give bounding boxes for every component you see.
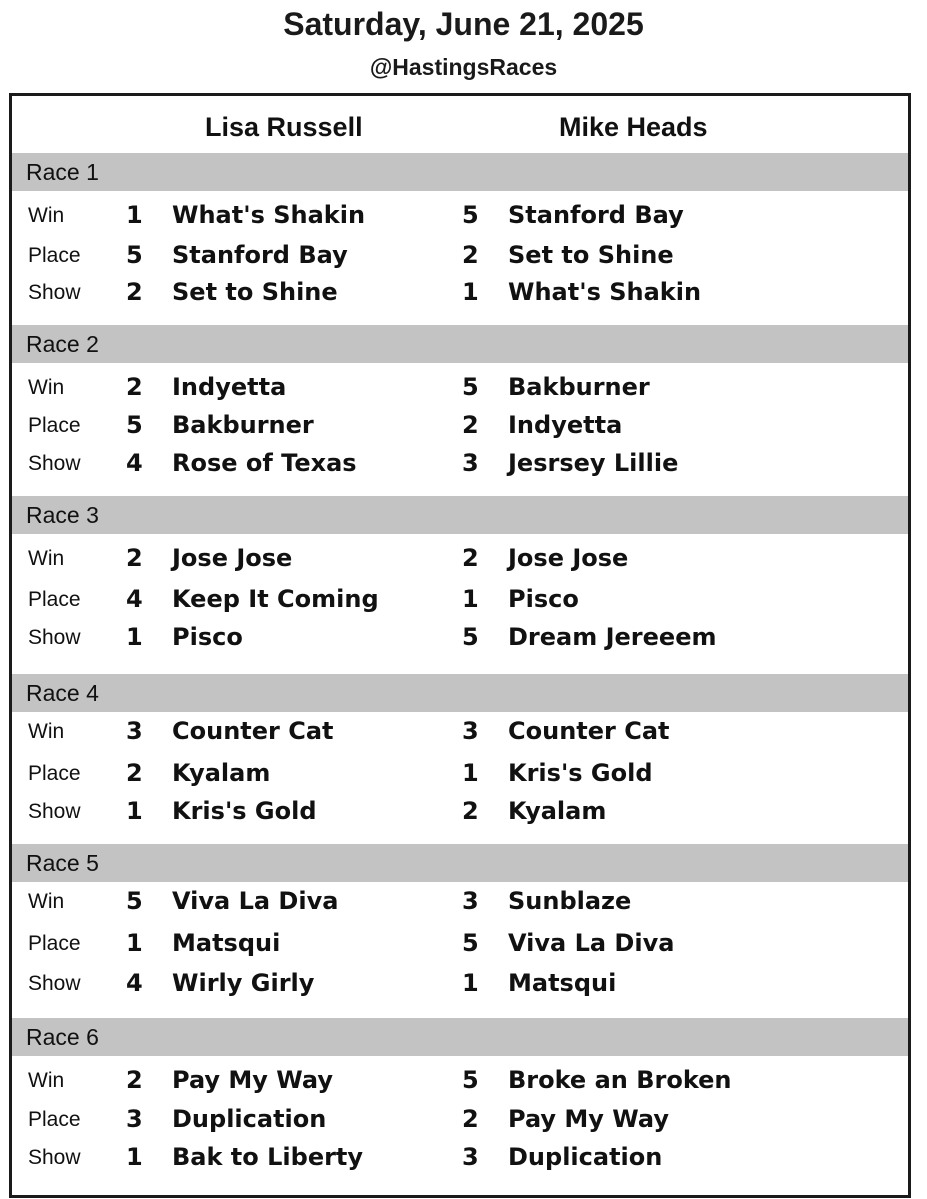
lisa-program-number: 4 bbox=[126, 585, 143, 613]
lisa-horse-name: Set to Shine bbox=[172, 278, 338, 306]
lisa-horse-name: What's Shakin bbox=[172, 201, 366, 229]
page-title: Saturday, June 21, 2025 bbox=[283, 6, 644, 42]
mike-horse-name: Matsqui bbox=[508, 969, 617, 997]
lisa-program-number: 3 bbox=[126, 1105, 143, 1133]
finish-position: Show bbox=[28, 452, 81, 475]
mike-horse-name: Duplication bbox=[508, 1143, 663, 1171]
mike-program-number: 3 bbox=[462, 449, 479, 477]
race-label: Race 3 bbox=[26, 502, 99, 528]
finish-position: Place bbox=[28, 244, 81, 267]
race-label: Race 6 bbox=[26, 1024, 99, 1050]
lisa-horse-name: Bak to Liberty bbox=[172, 1143, 364, 1171]
lisa-horse-name: Duplication bbox=[172, 1105, 327, 1133]
race-label: Race 4 bbox=[26, 680, 99, 706]
race-header-bar bbox=[12, 325, 908, 363]
lisa-horse-name: Indyetta bbox=[172, 373, 287, 401]
race-header-bar bbox=[12, 1018, 908, 1056]
lisa-program-number: 2 bbox=[126, 278, 143, 306]
race-label: Race 2 bbox=[26, 331, 99, 357]
mike-program-number: 5 bbox=[462, 623, 479, 651]
finish-position: Show bbox=[28, 281, 81, 304]
lisa-horse-name: Pisco bbox=[172, 623, 243, 651]
finish-position: Show bbox=[28, 626, 81, 649]
pick-row bbox=[12, 1138, 908, 1174]
mike-program-number: 2 bbox=[462, 797, 479, 825]
finish-position: Show bbox=[28, 1146, 81, 1169]
race-header-bar bbox=[12, 153, 908, 191]
mike-program-number: 1 bbox=[462, 585, 479, 613]
mike-horse-name: Kris's Gold bbox=[508, 759, 653, 787]
handicapper-name-right: Mike Heads bbox=[559, 112, 708, 142]
mike-program-number: 2 bbox=[462, 544, 479, 572]
finish-position: Win bbox=[28, 1069, 65, 1092]
lisa-horse-name: Stanford Bay bbox=[172, 241, 348, 269]
mike-horse-name: Sunblaze bbox=[508, 887, 632, 915]
mike-program-number: 2 bbox=[462, 1105, 479, 1133]
finish-position: Show bbox=[28, 972, 81, 995]
lisa-program-number: 1 bbox=[126, 929, 143, 957]
mike-horse-name: Jesrsey Lillie bbox=[508, 449, 679, 477]
finish-position: Place bbox=[28, 588, 81, 611]
lisa-program-number: 4 bbox=[126, 449, 143, 477]
mike-horse-name: What's Shakin bbox=[508, 278, 702, 306]
mike-horse-name: Viva La Diva bbox=[508, 929, 675, 957]
mike-program-number: 1 bbox=[462, 969, 479, 997]
pick-row bbox=[12, 618, 908, 654]
lisa-horse-name: Kris's Gold bbox=[172, 797, 317, 825]
pick-row bbox=[12, 754, 908, 790]
finish-position: Win bbox=[28, 204, 65, 227]
lisa-horse-name: Matsqui bbox=[172, 929, 281, 957]
pick-row bbox=[12, 444, 908, 480]
pick-row bbox=[12, 539, 908, 575]
pick-row bbox=[12, 406, 908, 442]
finish-position: Win bbox=[28, 376, 65, 399]
lisa-program-number: 5 bbox=[126, 411, 143, 439]
race-header-bar bbox=[12, 674, 908, 712]
mike-program-number: 5 bbox=[462, 201, 479, 229]
mike-program-number: 5 bbox=[462, 373, 479, 401]
lisa-horse-name: Pay My Way bbox=[172, 1066, 334, 1094]
pick-row bbox=[12, 792, 908, 828]
twitter-handle: @HastingsRaces bbox=[369, 54, 558, 80]
race-header-bar bbox=[12, 844, 908, 882]
mike-program-number: 5 bbox=[462, 1066, 479, 1094]
lisa-program-number: 4 bbox=[126, 969, 143, 997]
lisa-horse-name: Bakburner bbox=[172, 411, 314, 439]
lisa-horse-name: Rose of Texas bbox=[172, 449, 357, 477]
pick-row bbox=[12, 273, 908, 309]
mike-program-number: 3 bbox=[462, 717, 479, 745]
finish-position: Win bbox=[28, 720, 65, 743]
mike-horse-name: Bakburner bbox=[508, 373, 650, 401]
mike-program-number: 5 bbox=[462, 929, 479, 957]
lisa-program-number: 2 bbox=[126, 373, 143, 401]
lisa-program-number: 2 bbox=[126, 544, 143, 572]
mike-horse-name: Set to Shine bbox=[508, 241, 674, 269]
finish-position: Place bbox=[28, 762, 81, 785]
race-label: Race 5 bbox=[26, 850, 99, 876]
finish-position: Win bbox=[28, 890, 65, 913]
race-header-bar bbox=[12, 496, 908, 534]
pick-row bbox=[12, 882, 908, 918]
mike-horse-name: Broke an Broken bbox=[508, 1066, 732, 1094]
mike-program-number: 3 bbox=[462, 1143, 479, 1171]
mike-horse-name: Indyetta bbox=[508, 411, 623, 439]
finish-position: Place bbox=[28, 932, 81, 955]
lisa-program-number: 1 bbox=[126, 797, 143, 825]
lisa-program-number: 5 bbox=[126, 887, 143, 915]
lisa-horse-name: Keep It Coming bbox=[172, 585, 379, 613]
lisa-horse-name: Wirly Girly bbox=[172, 969, 315, 997]
mike-horse-name: Kyalam bbox=[508, 797, 607, 825]
lisa-program-number: 3 bbox=[126, 717, 143, 745]
mike-program-number: 1 bbox=[462, 759, 479, 787]
lisa-program-number: 2 bbox=[126, 1066, 143, 1094]
lisa-horse-name: Viva La Diva bbox=[172, 887, 339, 915]
pick-row bbox=[12, 196, 908, 232]
finish-position: Win bbox=[28, 547, 65, 570]
race-label: Race 1 bbox=[26, 159, 99, 185]
mike-horse-name: Pay My Way bbox=[508, 1105, 670, 1133]
pick-row bbox=[12, 1100, 908, 1136]
lisa-program-number: 1 bbox=[126, 201, 143, 229]
mike-program-number: 2 bbox=[462, 241, 479, 269]
lisa-horse-name: Counter Cat bbox=[172, 717, 334, 745]
lisa-program-number: 2 bbox=[126, 759, 143, 787]
lisa-horse-name: Jose Jose bbox=[172, 544, 293, 572]
handicapper-name-left: Lisa Russell bbox=[205, 112, 363, 142]
pick-row bbox=[12, 924, 908, 960]
pick-row bbox=[12, 236, 908, 272]
pick-row bbox=[12, 580, 908, 616]
picks-table bbox=[9, 93, 911, 1198]
lisa-program-number: 1 bbox=[126, 1143, 143, 1171]
pick-row bbox=[12, 712, 908, 748]
pick-row bbox=[12, 964, 908, 1000]
lisa-program-number: 5 bbox=[126, 241, 143, 269]
lisa-horse-name: Kyalam bbox=[172, 759, 271, 787]
mike-program-number: 2 bbox=[462, 411, 479, 439]
lisa-program-number: 1 bbox=[126, 623, 143, 651]
finish-position: Place bbox=[28, 1108, 81, 1131]
mike-horse-name: Dream Jereeem bbox=[508, 623, 717, 651]
mike-horse-name: Stanford Bay bbox=[508, 201, 684, 229]
finish-position: Place bbox=[28, 414, 81, 437]
mike-horse-name: Counter Cat bbox=[508, 717, 670, 745]
mike-horse-name: Jose Jose bbox=[508, 544, 629, 572]
mike-program-number: 3 bbox=[462, 887, 479, 915]
finish-position: Show bbox=[28, 800, 81, 823]
pick-row bbox=[12, 1061, 908, 1097]
mike-program-number: 1 bbox=[462, 278, 479, 306]
mike-horse-name: Pisco bbox=[508, 585, 579, 613]
pick-row bbox=[12, 368, 908, 404]
